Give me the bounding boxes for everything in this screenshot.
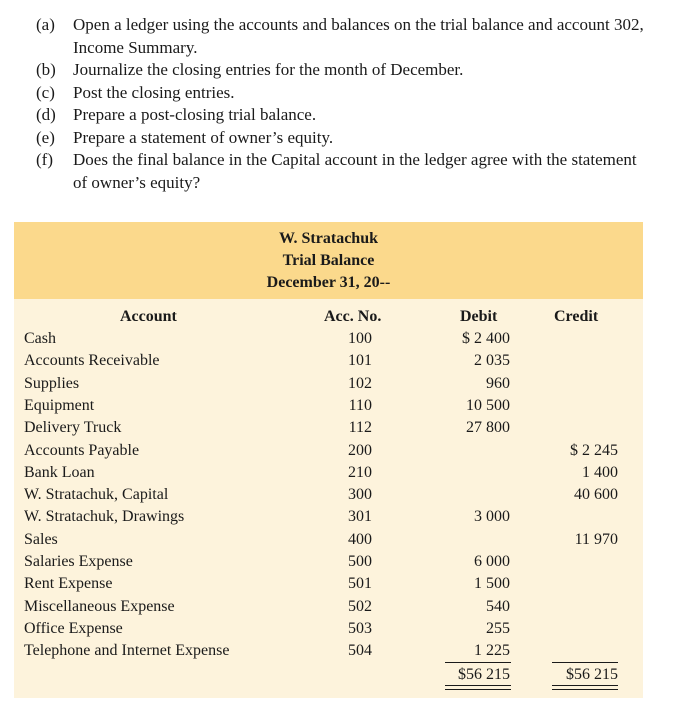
debit-amount: 1 225 <box>474 642 510 660</box>
account-number: 102 <box>348 374 372 392</box>
instruction-text: Does the final balance in the Capital account in the ledger agree with the statement of owner’s equity? <box>73 150 637 192</box>
account-number: 200 <box>348 441 372 459</box>
account-number: 400 <box>348 530 372 548</box>
statement-date: December 31, 20-- <box>266 274 391 291</box>
instruction-text: Journalize the closing entries for the month of December. <box>73 60 464 79</box>
account-number: 300 <box>348 486 372 504</box>
instruction-item <box>36 149 646 194</box>
column-header-credit: Credit <box>554 308 599 325</box>
account-number: 500 <box>348 553 372 570</box>
debit-amount: 960 <box>486 374 510 392</box>
table-row <box>14 352 643 374</box>
account-name: W. Stratachuk, Drawings <box>24 508 185 526</box>
credit-subtotal-rule <box>552 662 618 663</box>
debit-amount: 6 000 <box>474 553 510 570</box>
table-row <box>14 442 643 464</box>
account-name: Supplies <box>24 374 80 392</box>
debit-total-double-rule <box>445 685 511 690</box>
account-name: Equipment <box>24 396 95 414</box>
account-name: Salaries Expense <box>24 553 133 570</box>
account-name: W. Stratachuk, Capital <box>24 486 169 504</box>
column-header-debit: Debit <box>460 308 498 325</box>
credit-amount: $ 2 245 <box>570 441 618 459</box>
debit-amount: 540 <box>486 597 510 615</box>
table-row <box>14 553 643 575</box>
account-name: Accounts Payable <box>24 441 140 459</box>
statement-title: Trial Balance <box>282 252 375 269</box>
debit-subtotal-rule <box>445 662 511 663</box>
table-row <box>14 375 643 397</box>
debit-amount: $ 2 400 <box>462 330 510 347</box>
account-name: Office Expense <box>24 619 123 637</box>
instruction-item <box>36 82 646 105</box>
table-row <box>14 598 643 620</box>
table-row <box>14 486 643 508</box>
account-number: 101 <box>348 352 372 370</box>
account-number: 504 <box>348 642 372 660</box>
table-row <box>14 620 643 642</box>
credit-total: $56 215 <box>566 666 618 683</box>
table-row <box>14 464 643 486</box>
column-header-account: Account <box>120 308 177 325</box>
credit-amount: 11 970 <box>574 530 618 548</box>
instruction-text: Post the closing entries. <box>73 82 235 102</box>
account-name: Bank Loan <box>24 463 95 481</box>
instruction-letter: (d) <box>36 105 56 124</box>
account-number: 301 <box>348 508 372 526</box>
debit-amount: 27 800 <box>466 419 510 437</box>
debit-total: $56 215 <box>458 666 510 683</box>
instruction-text: Open a ledger using the accounts and balances on the trial balance and account 302, Income Summary. <box>73 15 644 57</box>
instruction-item <box>36 104 646 127</box>
instruction-text: Prepare a post-closing trial balance. <box>73 105 317 124</box>
account-name: Rent Expense <box>24 575 113 593</box>
instruction-letter: (f) <box>36 150 53 169</box>
instruction-letter: (a) <box>36 15 55 34</box>
account-number: 112 <box>348 419 372 437</box>
account-name: Cash <box>24 330 56 347</box>
table-row <box>14 330 643 352</box>
instruction-item <box>36 127 646 150</box>
credit-total-double-rule <box>552 685 618 690</box>
credit-amount: 40 600 <box>574 486 618 504</box>
instruction-letter: (e) <box>36 127 55 147</box>
account-name: Accounts Receivable <box>24 352 160 370</box>
debit-amount: 3 000 <box>474 508 510 526</box>
credit-amount: 1 400 <box>582 463 618 481</box>
account-number: 501 <box>348 575 372 593</box>
instructions-list <box>36 14 646 194</box>
account-number: 110 <box>348 396 372 414</box>
account-name: Telephone and Internet Expense <box>24 642 230 660</box>
account-number: 502 <box>348 597 372 615</box>
debit-amount: 255 <box>486 619 510 637</box>
table-row <box>14 642 643 664</box>
instruction-item <box>36 59 646 82</box>
instruction-letter: (c) <box>36 82 55 102</box>
debit-amount: 1 500 <box>474 575 510 593</box>
trial-balance-table <box>14 222 643 698</box>
table-row <box>14 575 643 597</box>
table-row <box>14 419 643 441</box>
table-row <box>14 397 643 419</box>
debit-amount: 10 500 <box>466 396 510 414</box>
company-name: W. Stratachuk <box>279 230 378 247</box>
account-name: Delivery Truck <box>24 419 122 437</box>
debit-amount: 2 035 <box>474 352 510 370</box>
instruction-item <box>36 14 646 59</box>
account-number: 503 <box>348 619 372 637</box>
account-name: Sales <box>24 530 58 548</box>
column-header-acc-no: Acc. No. <box>324 308 382 325</box>
instruction-letter: (b) <box>36 60 56 79</box>
table-row <box>14 508 643 530</box>
instruction-text: Prepare a statement of owner’s equity. <box>73 127 334 147</box>
account-number: 100 <box>348 330 372 347</box>
table-row <box>14 531 643 553</box>
trial-balance-header <box>14 222 643 299</box>
account-number: 210 <box>348 463 372 481</box>
account-name: Miscellaneous Expense <box>24 597 175 615</box>
